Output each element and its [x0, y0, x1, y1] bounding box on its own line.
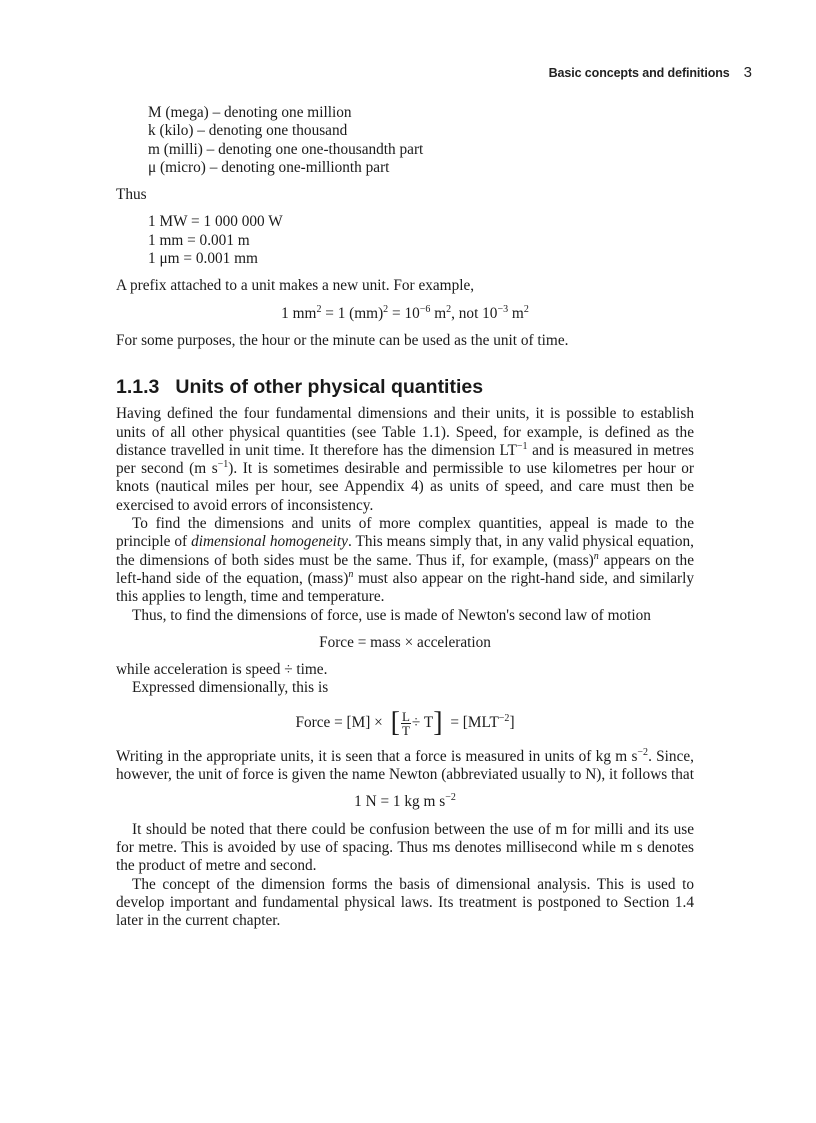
dimensional-equation: Force = [M] × [ $\frac{L}{T}$ ÷ T ] = $[MLT^{-2}]$ [295, 707, 515, 739]
prefix-item-kilo: k (kilo) – denoting one thousand [148, 122, 348, 140]
header-title: Basic concepts and definitions [548, 66, 730, 80]
expressed-line: Expressed dimensionally, this is [132, 679, 329, 697]
paragraph-force: Thus, to find the dimensions of force, use is made of Newton's second law of motion [132, 606, 651, 624]
paragraph-units: Having defined the four fundamental dimensions and their units, it is possible to establish units of all other physical quantities (see Table 1.1). Speed, for example, is defined as the distance travelled in unit time. It therefore has the dimension $LT^{-1}$ and is measured in metres per second (m $s^{-1}$). It is sometimes desirable and permissible to use kilometres per hour or knots (nautical miles per hour, see Appendix 4) as units of speed, and care must then be exercised to avoid errors of inconsistency. [116, 405, 694, 514]
paragraph-dimensional-analysis: The concept of the dimension forms the basis of dimensional analysis. This is used to develop important and fundamental physical laws. Its treatment is postponed to Section 1.4 later in the current chapter. [116, 875, 694, 930]
newton-equation: 1 N = 1 kg m $s^{-2}$ [354, 792, 456, 811]
prefix-paragraph: A prefix attached to a unit makes a new unit. For example, [116, 277, 475, 295]
unit-example: 1 MW = 1 000 000 W [148, 213, 283, 231]
prefix-list [148, 104, 694, 177]
thus-label: Thus [116, 186, 147, 204]
unit-example: 1 μm = 0.001 mm [148, 250, 258, 268]
running-header [549, 64, 752, 86]
prefix-equation: 1 $mm^2 = 1$ $(mm)^2 = 10^{-6}$ $m^2$, not $10^{-3}$ $m^2$ [281, 303, 529, 322]
paragraph-newton: Writing in the appropriate units, it is seen that a force is measured in units of kg m $s^{-2}$. Since, however, the unit of force is given the name Newton (abbreviated usually to N), it follows that [116, 746, 694, 784]
time-paragraph: For some purposes, the hour or the minute can be used as the unit of time. [116, 331, 569, 349]
page-body [116, 104, 694, 930]
section-heading [116, 374, 694, 400]
section-title: Units of other physical quantities [175, 376, 484, 399]
prefix-item-milli: m (milli) – denoting one one-thousandth part [148, 140, 424, 158]
page-number: 3 [743, 64, 752, 81]
prefix-item-micro: μ (micro) – denoting one-millionth part [148, 158, 390, 176]
force-equation: Force = mass × acceleration [319, 633, 491, 651]
section-number: 1.1.3 [116, 376, 160, 399]
unit-examples [148, 213, 694, 268]
unit-example: 1 mm = 0.001 m [148, 231, 250, 249]
paragraph-spacing: It should be noted that there could be confusion between the use of m for milli and its use for metre. This is avoided by use of spacing. Thus ms denotes millisecond while m s denotes the product of metre and second. [116, 820, 694, 875]
acceleration-line: while acceleration is speed ÷ time. [116, 661, 328, 679]
paragraph-homogeneity: To find the dimensions and units of more complex quantities, appeal is made to the principle of dimensional homogeneity. This means simply that, in any valid physical equation, the dimensions of both sides must be the same. Thus if, for example, (mass)$^n$ appears on the left-hand side of the equation, (mass)$^n$ must also appear on the right-hand side, and similarly this applies to length, time and temperature. [116, 515, 695, 606]
prefix-item-mega: M (mega) – denoting one million [148, 104, 352, 121]
